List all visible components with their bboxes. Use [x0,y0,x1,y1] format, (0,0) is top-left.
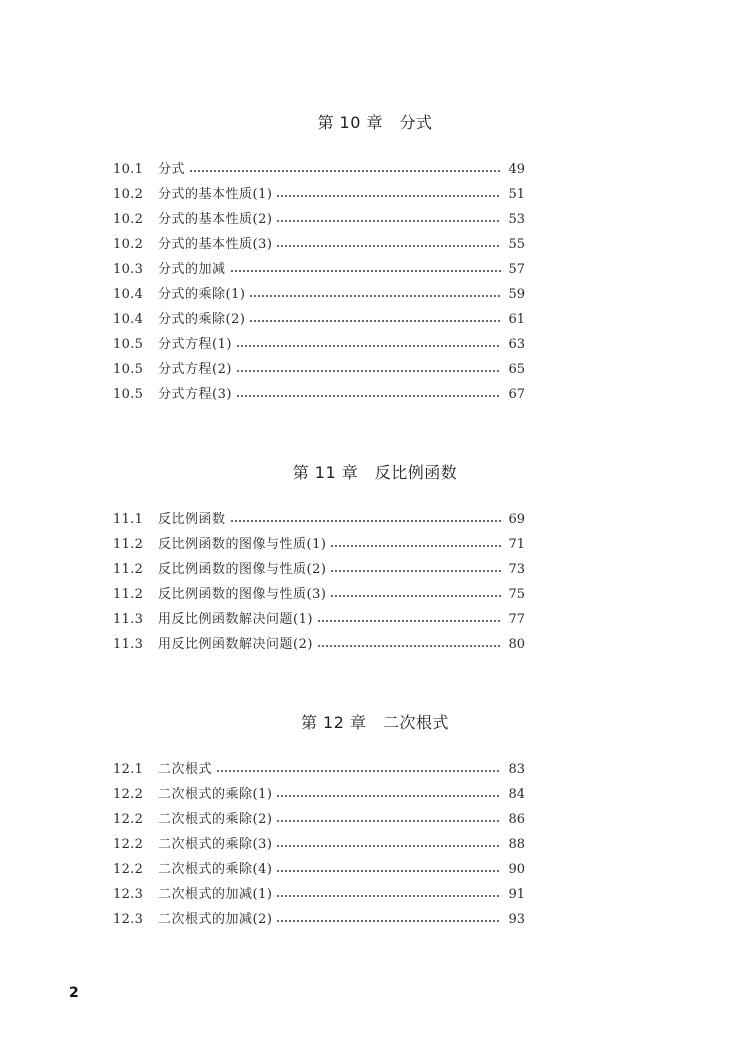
section-title: 分式的基本性质(2) [158,212,273,227]
section-title: 反比例函数 [158,512,226,527]
toc-entry[interactable] [113,532,525,557]
section-title: 二次根式的乘除(3) [158,837,273,852]
page-ref: 63 [508,337,525,352]
page-ref: 59 [508,287,525,302]
dot-leader [216,770,501,772]
toc-entry[interactable] [113,507,525,532]
page-ref: 88 [508,837,525,852]
toc-entry[interactable] [113,282,525,307]
section-title: 用反比例函数解决问题(1) [158,612,313,627]
section-number: 11.3 [113,637,144,652]
section-title: 分式方程(3) [158,387,232,402]
section-number: 10.4 [113,312,144,327]
dot-leader [236,345,501,347]
page-number: 2 [69,985,79,1001]
page-ref: 65 [508,362,525,377]
section-number: 12.1 [113,762,144,777]
toc-entry[interactable] [113,857,525,882]
section-number: 10.5 [113,362,144,377]
toc-list [113,757,525,932]
section-number: 11.3 [113,612,144,627]
dot-leader [330,595,501,597]
page-ref: 69 [508,512,525,527]
toc-entry[interactable] [113,382,525,407]
section-title: 二次根式的乘除(4) [158,862,273,877]
dot-leader [249,295,501,297]
dot-leader [189,170,501,172]
section-number: 12.2 [113,812,144,827]
section-title: 分式的加减 [158,262,226,277]
section-title: 分式方程(2) [158,362,232,377]
section-number: 10.2 [113,212,144,227]
toc-entry[interactable] [113,632,525,657]
dot-leader [276,220,501,222]
section-title: 二次根式的乘除(1) [158,787,273,802]
dot-leader [276,795,501,797]
section-title: 分式方程(1) [158,337,232,352]
page-ref: 84 [508,787,525,802]
page-ref: 93 [508,912,525,927]
chapter-title: 第 11 章 反比例函数 [292,463,458,482]
page-ref: 67 [508,387,525,402]
dot-leader [236,370,501,372]
chapter-title: 第 10 章 分式 [317,113,433,132]
dot-leader [276,820,501,822]
page-ref: 55 [508,237,525,252]
dot-leader [317,620,501,622]
page-ref: 51 [508,187,525,202]
section-number: 12.3 [113,912,144,927]
dot-leader [330,570,501,572]
dot-leader [230,270,501,272]
toc-entry[interactable] [113,782,525,807]
toc-entry[interactable] [113,582,525,607]
section-title: 用反比例函数解决问题(2) [158,637,313,652]
page-ref: 73 [508,562,525,577]
section-title: 反比例函数的图像与性质(1) [158,537,327,552]
page-ref: 61 [508,312,525,327]
toc-list [113,157,525,407]
page-ref: 53 [508,212,525,227]
section-number: 10.5 [113,337,144,352]
page-ref: 91 [508,887,525,902]
page-ref: 86 [508,812,525,827]
section-number: 10.2 [113,237,144,252]
toc-entry[interactable] [113,757,525,782]
section-title: 分式的乘除(2) [158,312,246,327]
page-ref: 80 [508,637,525,652]
toc-entry[interactable] [113,357,525,382]
section-number: 10.5 [113,387,144,402]
section-number: 10.3 [113,262,144,277]
toc-entry[interactable] [113,907,525,932]
toc-entry[interactable] [113,157,525,182]
dot-leader [230,520,501,522]
section-number: 12.3 [113,887,144,902]
section-title: 二次根式 [158,762,213,777]
toc-entry[interactable] [113,232,525,257]
section-title: 二次根式的加减(1) [158,887,273,902]
dot-leader [276,195,501,197]
dot-leader [249,320,501,322]
toc-list [113,507,525,657]
chapter-title: 第 12 章 二次根式 [300,713,450,732]
section-title: 分式的乘除(1) [158,287,246,302]
section-number: 11.2 [113,562,144,577]
toc-entry[interactable] [113,882,525,907]
section-number: 12.2 [113,787,144,802]
page-ref: 57 [508,262,525,277]
dot-leader [276,920,501,922]
section-number: 10.2 [113,187,144,202]
toc-entry[interactable] [113,832,525,857]
page-ref: 49 [508,162,525,177]
toc-entry[interactable] [113,257,525,282]
toc-entry[interactable] [113,807,525,832]
section-number: 10.1 [113,162,144,177]
section-title: 二次根式的加减(2) [158,912,273,927]
dot-leader [276,845,501,847]
section-number: 11.2 [113,587,144,602]
dot-leader [317,645,501,647]
section-title: 分式 [158,162,186,177]
dot-leader [276,870,501,872]
section-title: 分式的基本性质(1) [158,187,273,202]
section-number: 12.2 [113,862,144,877]
page-ref: 71 [508,537,525,552]
dot-leader [330,545,501,547]
section-number: 11.1 [113,512,144,527]
toc-entry[interactable] [113,182,525,207]
toc-entry[interactable] [113,307,525,332]
page-ref: 77 [508,612,525,627]
toc-entry[interactable] [113,607,525,632]
section-number: 12.2 [113,837,144,852]
section-number: 11.2 [113,537,144,552]
section-title: 反比例函数的图像与性质(2) [158,562,327,577]
dot-leader [276,895,501,897]
dot-leader [276,245,501,247]
dot-leader [236,395,501,397]
page-ref: 90 [508,862,525,877]
section-number: 10.4 [113,287,144,302]
section-title: 分式的基本性质(3) [158,237,273,252]
toc-entry[interactable] [113,207,525,232]
toc-entry[interactable] [113,557,525,582]
section-title: 二次根式的乘除(2) [158,812,273,827]
page-ref: 83 [508,762,525,777]
section-title: 反比例函数的图像与性质(3) [158,587,327,602]
toc-entry[interactable] [113,332,525,357]
page-ref: 75 [508,587,525,602]
